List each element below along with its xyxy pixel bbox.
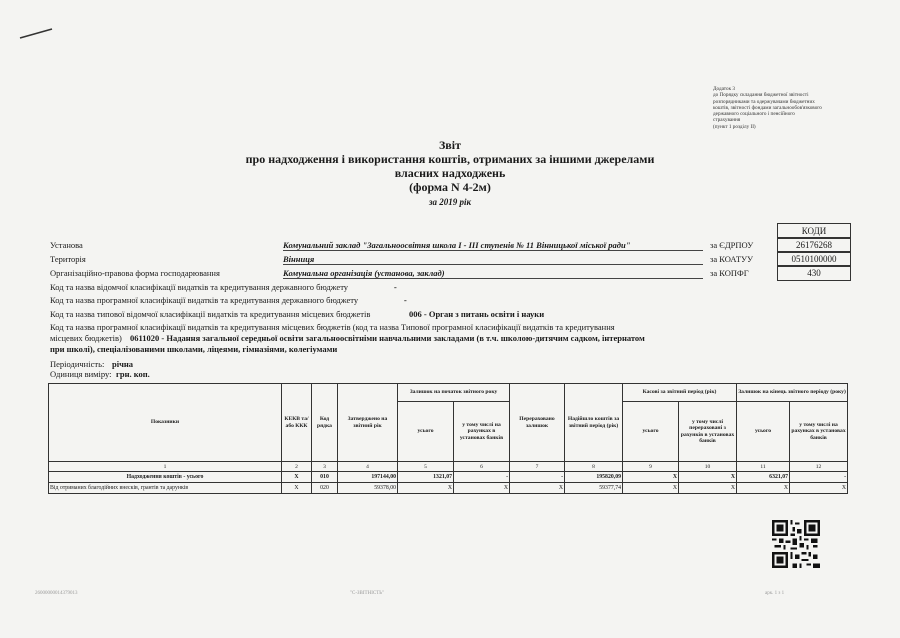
institution-value: Комунальний заклад "Загальноосвітня школа І - ІІІ ступенів № 11 Вінницької міської ради" [283, 240, 703, 251]
koatuu-code: 0510100000 [777, 251, 851, 267]
column-number: 4 [338, 462, 398, 472]
header-received: Надійшло коштів за звітний період (рік) [565, 384, 623, 462]
column-number: 3 [312, 462, 338, 472]
row-received: 59377,74 [565, 483, 623, 494]
addendum-line: до Порядку складання бюджетної звітності [713, 92, 809, 99]
typical-dept-value: 006 - Орган з питань освіти і науки [409, 309, 545, 319]
row-cash-total: X [623, 483, 679, 494]
row-indicator: Від отриманих благодійних внесків, грантів та дарунків [49, 483, 282, 494]
koatuu-label: за КОАТУУ [710, 254, 754, 264]
row-end-total: X [737, 483, 790, 494]
header-balance-end: Залишок на кінець звітного періоду (року) [737, 384, 848, 402]
header-cash-in-banks: у тому числі перераховані з рахунків в установах банків [679, 402, 737, 462]
addendum-line: коштів, звітності фондами загальнообов'язкового [713, 104, 822, 111]
row-cash-banks: X [679, 472, 737, 483]
header-transferred: Перераховано залишок [510, 384, 565, 462]
addendum-line: розпорядниками та одержувачами бюджетних [713, 98, 815, 105]
local-prog-value-2: при школі), спеціалізованими школами, ліцеями, гімназіями, колегіумами [50, 344, 338, 354]
periodicity-label: Періодичність: [50, 359, 105, 369]
qr-code-icon [772, 520, 820, 568]
table-row [49, 483, 848, 494]
row-code: 020 [312, 483, 338, 494]
header-end-total: усього [737, 402, 790, 462]
header-cash-total: усього [623, 402, 679, 462]
edrpou-code: 26176268 [777, 237, 851, 253]
footer-system: "С-ЗВІТНІСТЬ" [350, 591, 385, 596]
addendum-line: страхування [713, 117, 741, 124]
row-start-banks: - [454, 472, 510, 483]
row-end-total: 6321,07 [737, 472, 790, 483]
column-number: 7 [510, 462, 565, 472]
column-number: 6 [454, 462, 510, 472]
report-title-line2: про надходження і використання коштів, отриманих за іншими джерелами [245, 152, 655, 166]
typical-dept-label: Код та назва типової відомчої класифікації видатків та кредитування місцевих бюджетів [50, 309, 371, 319]
footer-page: арк. 1 з 1 [765, 591, 785, 596]
row-kekv: X [282, 472, 312, 483]
header-kekv: КЕКВ та/або ККК [282, 384, 312, 462]
row-end-banks: - [790, 472, 848, 483]
column-number: 2 [282, 462, 312, 472]
report-title-line3: власних надходжень [394, 166, 506, 180]
row-indicator: Надходження коштів - усього [49, 472, 282, 483]
dept-class-label: Код та назва відомчої класифікації видатків та кредитування державного бюджету [50, 282, 349, 292]
addendum-note [713, 86, 863, 130]
addendum-line: Додаток 3 [713, 86, 735, 92]
local-prog-label-2: місцевих бюджетів) [50, 333, 122, 343]
report-table [48, 383, 848, 494]
header-approved: Затверджено на звітний рік [338, 384, 398, 462]
org-form-value: Комунальна організація (установа, заклад) [283, 268, 703, 279]
header-balance-start: Залишок на початок звітного року [398, 384, 510, 402]
header-row-code: Код рядка [312, 384, 338, 462]
header-indicator: Показники [49, 384, 282, 462]
kopfg-label: за КОПФГ [710, 268, 749, 278]
addendum-line: державного соціального і пенсійного [713, 111, 795, 118]
territory-label: Територія [50, 254, 86, 264]
local-prog-label: Код та назва програмної класифікації видатків та кредитування місцевих бюджетів (код та назва Типової програмної класифікації видатків та кредитування [50, 322, 615, 332]
column-number: 9 [623, 462, 679, 472]
column-number: 10 [679, 462, 737, 472]
header-start-in-banks: у тому числі на рахунках в установах банків [454, 402, 510, 462]
org-form-label: Організаційно-правова форма господарювання [50, 268, 220, 278]
header-end-in-banks: у тому числі на рахунках в установах банків [790, 402, 848, 462]
report-title: Звіт [438, 138, 462, 152]
row-cash-total: X [623, 472, 679, 483]
report-year: за 2019 рік [428, 197, 472, 207]
row-start-banks: X [454, 483, 510, 494]
column-number: 1 [49, 462, 282, 472]
row-transferred: - [510, 472, 565, 483]
row-start-total: X [398, 483, 454, 494]
prog-class-value: - [404, 295, 407, 305]
column-number: 8 [565, 462, 623, 472]
pen-mark-icon [18, 26, 54, 40]
row-end-banks: X [790, 483, 848, 494]
codes-header: КОДИ [777, 223, 851, 239]
column-number: 11 [737, 462, 790, 472]
periodicity-value: річна [112, 359, 134, 369]
kopfg-code: 430 [777, 265, 851, 281]
table-row [49, 472, 848, 483]
unit-label: Одиниця виміру: [50, 369, 112, 379]
dept-class-value: - [394, 282, 397, 292]
prog-class-label: Код та назва програмної класифікації видатків та кредитування державного бюджету [50, 295, 359, 305]
header-start-total: усього [398, 402, 454, 462]
local-prog-value: 0611020 - Надання загальної середньої освіти загальноосвітніми навчальними закладами (в т.ч. школою-дитячим садком, інтернатом [130, 333, 645, 343]
row-approved: 59378,00 [338, 483, 398, 494]
row-code: 010 [312, 472, 338, 483]
row-start-total: 1321,07 [398, 472, 454, 483]
footer-doc-id: 26000000014379013 [35, 591, 78, 596]
edrpou-label: за ЄДРПОУ [710, 240, 754, 250]
row-approved: 197144,00 [338, 472, 398, 483]
header-cash: Касові за звітний період (рік) [623, 384, 737, 402]
institution-label: Установа [50, 240, 83, 250]
column-number: 5 [398, 462, 454, 472]
addendum-line: (пункт 1 розділу II) [713, 123, 756, 130]
column-number: 12 [790, 462, 848, 472]
territory-value: Вінниця [283, 254, 703, 265]
row-transferred: X [510, 483, 565, 494]
unit-value: грн. коп. [116, 369, 150, 379]
row-received: 195820,09 [565, 472, 623, 483]
row-cash-banks: X [679, 483, 737, 494]
row-kekv: X [282, 483, 312, 494]
form-number: (форма N 4-2м) [409, 180, 491, 194]
